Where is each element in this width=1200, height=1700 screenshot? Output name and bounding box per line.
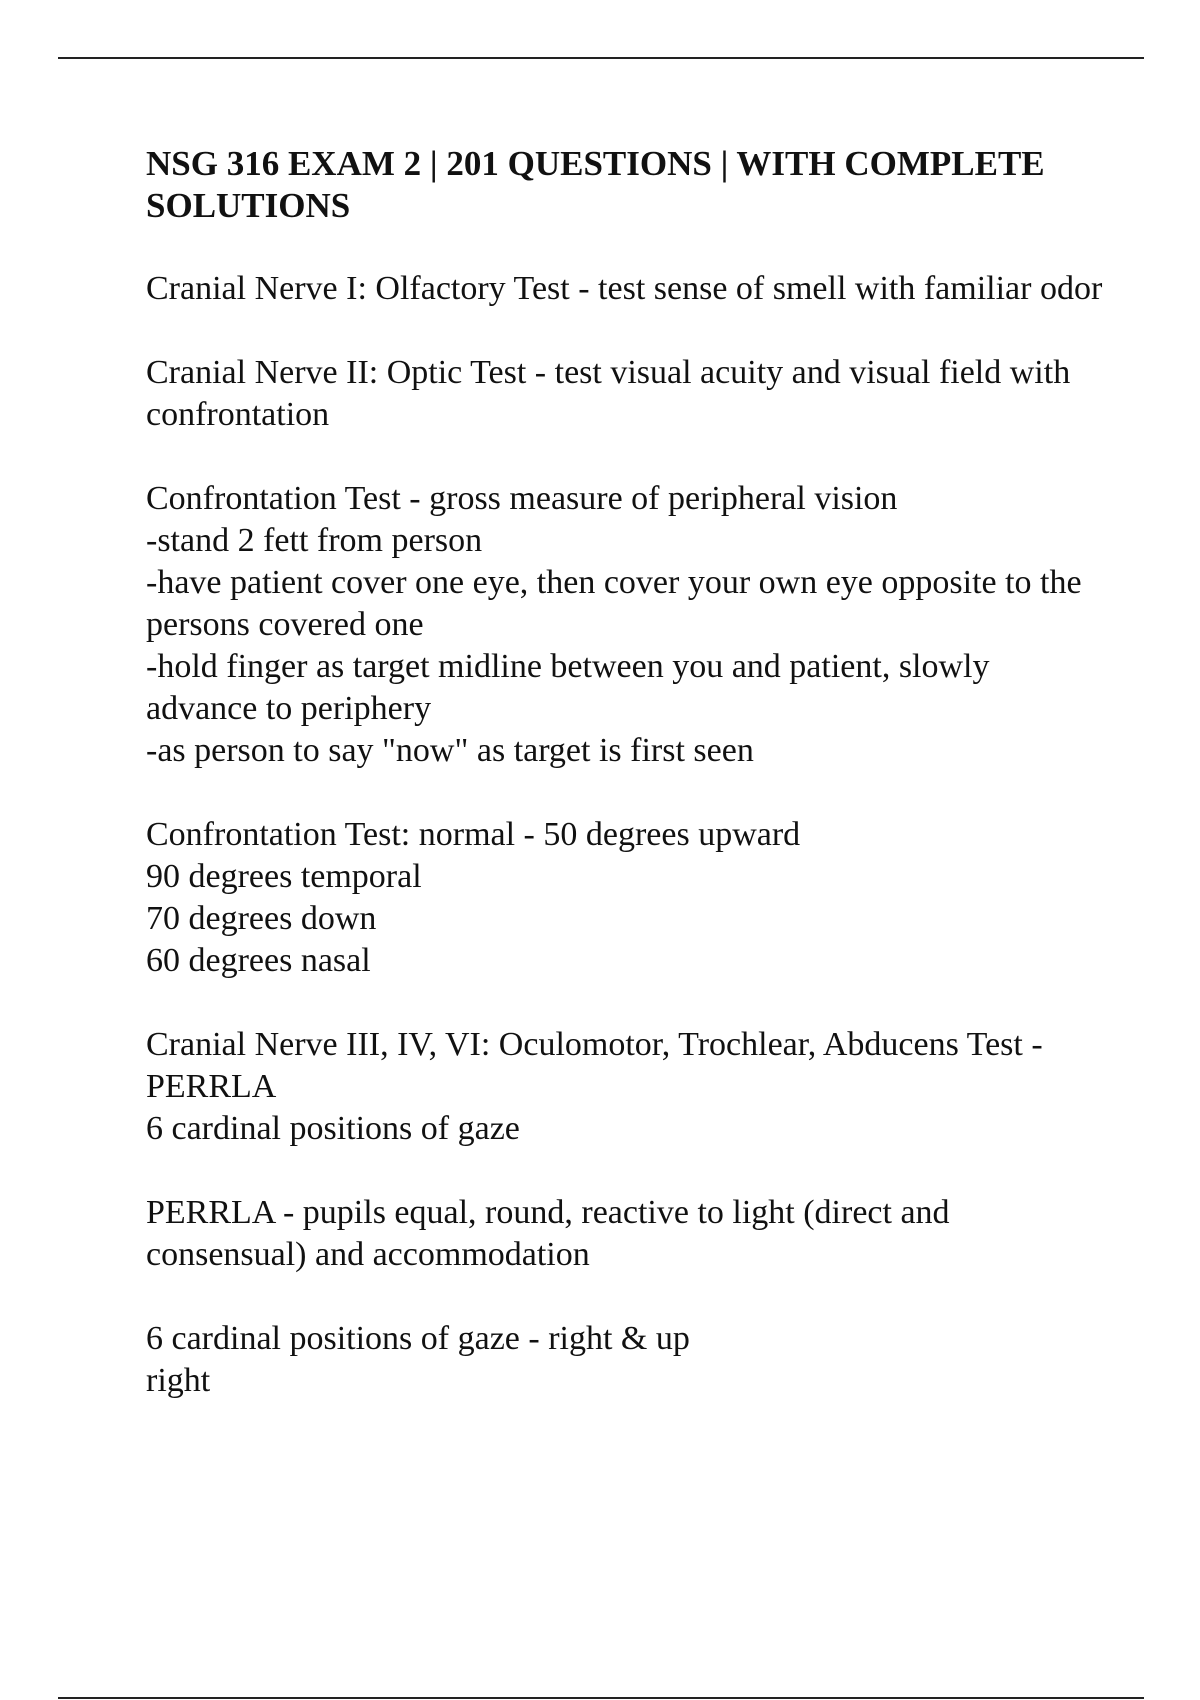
card-line: 60 degrees nasal xyxy=(146,942,371,979)
card-line: Confrontation Test: normal - 50 degrees upward xyxy=(146,816,801,853)
flashcard-confrontation-normal xyxy=(146,814,1106,982)
card-line: Cranial Nerve I: Olfactory Test - test sense of smell with familiar odor xyxy=(146,270,1103,307)
card-line: 6 cardinal positions of gaze - right & up xyxy=(146,1320,690,1357)
flashcard-cranial-nerve-3-4-6 xyxy=(146,1024,1106,1150)
card-line: PERRLA - pupils equal, round, reactive to light (direct and consensual) and accommodation xyxy=(146,1194,959,1273)
card-line: -have patient cover one eye, then cover your own eye opposite to the persons covered one xyxy=(146,564,1091,643)
document-body xyxy=(146,143,1106,1444)
card-line: 6 cardinal positions of gaze xyxy=(146,1110,520,1147)
flashcard-cranial-nerve-2 xyxy=(146,352,1106,436)
document-title: NSG 316 EXAM 2 | 201 QUESTIONS | WITH COMPLETE SOLUTIONS xyxy=(146,144,1045,225)
card-line: 70 degrees down xyxy=(146,900,377,937)
flashcard-perrla xyxy=(146,1192,1106,1276)
card-line: Confrontation Test - gross measure of peripheral vision xyxy=(146,480,898,517)
card-line: -hold finger as target midline between you and patient, slowly advance to periphery xyxy=(146,648,998,727)
card-line: Cranial Nerve II: Optic Test - test visual acuity and visual field with confrontation xyxy=(146,354,1079,433)
flashcard-confrontation-test xyxy=(146,478,1106,772)
card-line: -as person to say "now" as target is first seen xyxy=(146,732,754,769)
flashcard-cardinal-positions xyxy=(146,1318,1106,1402)
top-rule xyxy=(58,57,1144,59)
flashcard-cranial-nerve-1 xyxy=(146,268,1106,310)
card-line: Cranial Nerve III, IV, VI: Oculomotor, Trochlear, Abducens Test - PERRLA xyxy=(146,1026,1052,1105)
card-line: right xyxy=(146,1362,211,1399)
card-line: -stand 2 fett from person xyxy=(146,522,483,559)
bottom-rule xyxy=(58,1697,1144,1699)
card-line: 90 degrees temporal xyxy=(146,858,422,895)
